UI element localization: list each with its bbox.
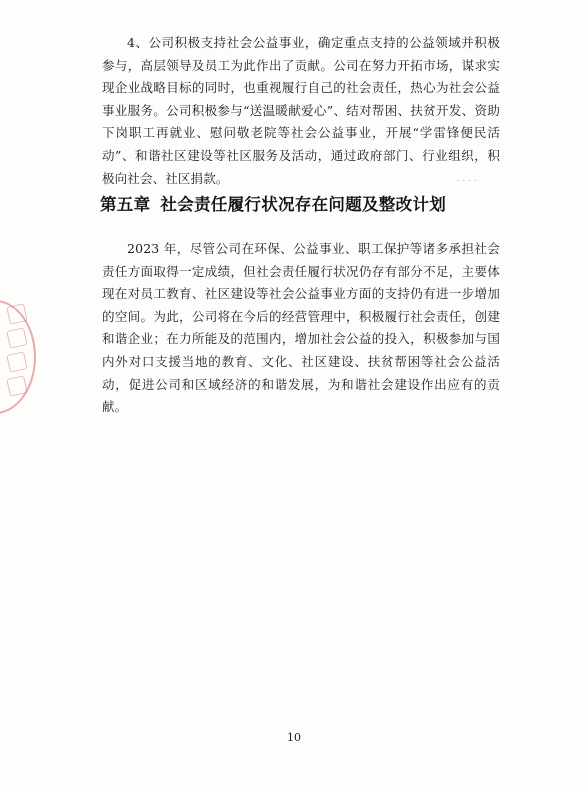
chapter-number: 第五章: [100, 195, 151, 214]
body-paragraph-1: 4、公司积极支持社会公益事业，确定重点支持的公益领域并积极参与，高层领导及员工为此作出了贡献。公司在努力开拓市场，谋求实现企业战略目标的同时，也重视履行自己的社会责任，热心为社会公益事业服务。公司积极参与“送温暖献爱心”、结对帮困、扶贫开发、资助下岗职工再就业、慰问敬老院等社会公益事业，开展“学雷锋便民活动”、和谐社区建设等社区服务及活动，通过政府部门、行业组织，积极向社会、社区捐款。: [102, 35, 500, 186]
seal-glyph: [6, 351, 27, 372]
seal-characters: [8, 305, 30, 405]
seal-glyph: [6, 327, 27, 348]
chapter-heading: [100, 191, 520, 215]
seal-glyph: [6, 375, 27, 396]
body-paragraph-2: 2023 年，尽管公司在环保、公益事业、职工保护等诸多承担社会责任方面取得一定成绩，但社会责任履行状况仍存有部分不足，主要体现在对员工教育、社区建设等社会公益事业方面的支持仍有进一步增加的空间。为此，公司将在今后的经营管理中，积极履行社会责任，创建和谐企业；在力所能及的范围内，增加社会公益的投入，积极参加与国内外对口支援当地的教育、文化、社区建设、扶贫帮困等社会公益活动，促进公司和区域经济的和谐发展，为和谐社会建设作出应有的贡献。: [102, 241, 500, 415]
seal-glyph: [6, 303, 27, 324]
scan-mark: · · · ·: [457, 178, 478, 185]
page-number: 10: [287, 731, 301, 744]
chapter-title: 社会责任履行状况存在问题及整改计划: [160, 195, 447, 214]
